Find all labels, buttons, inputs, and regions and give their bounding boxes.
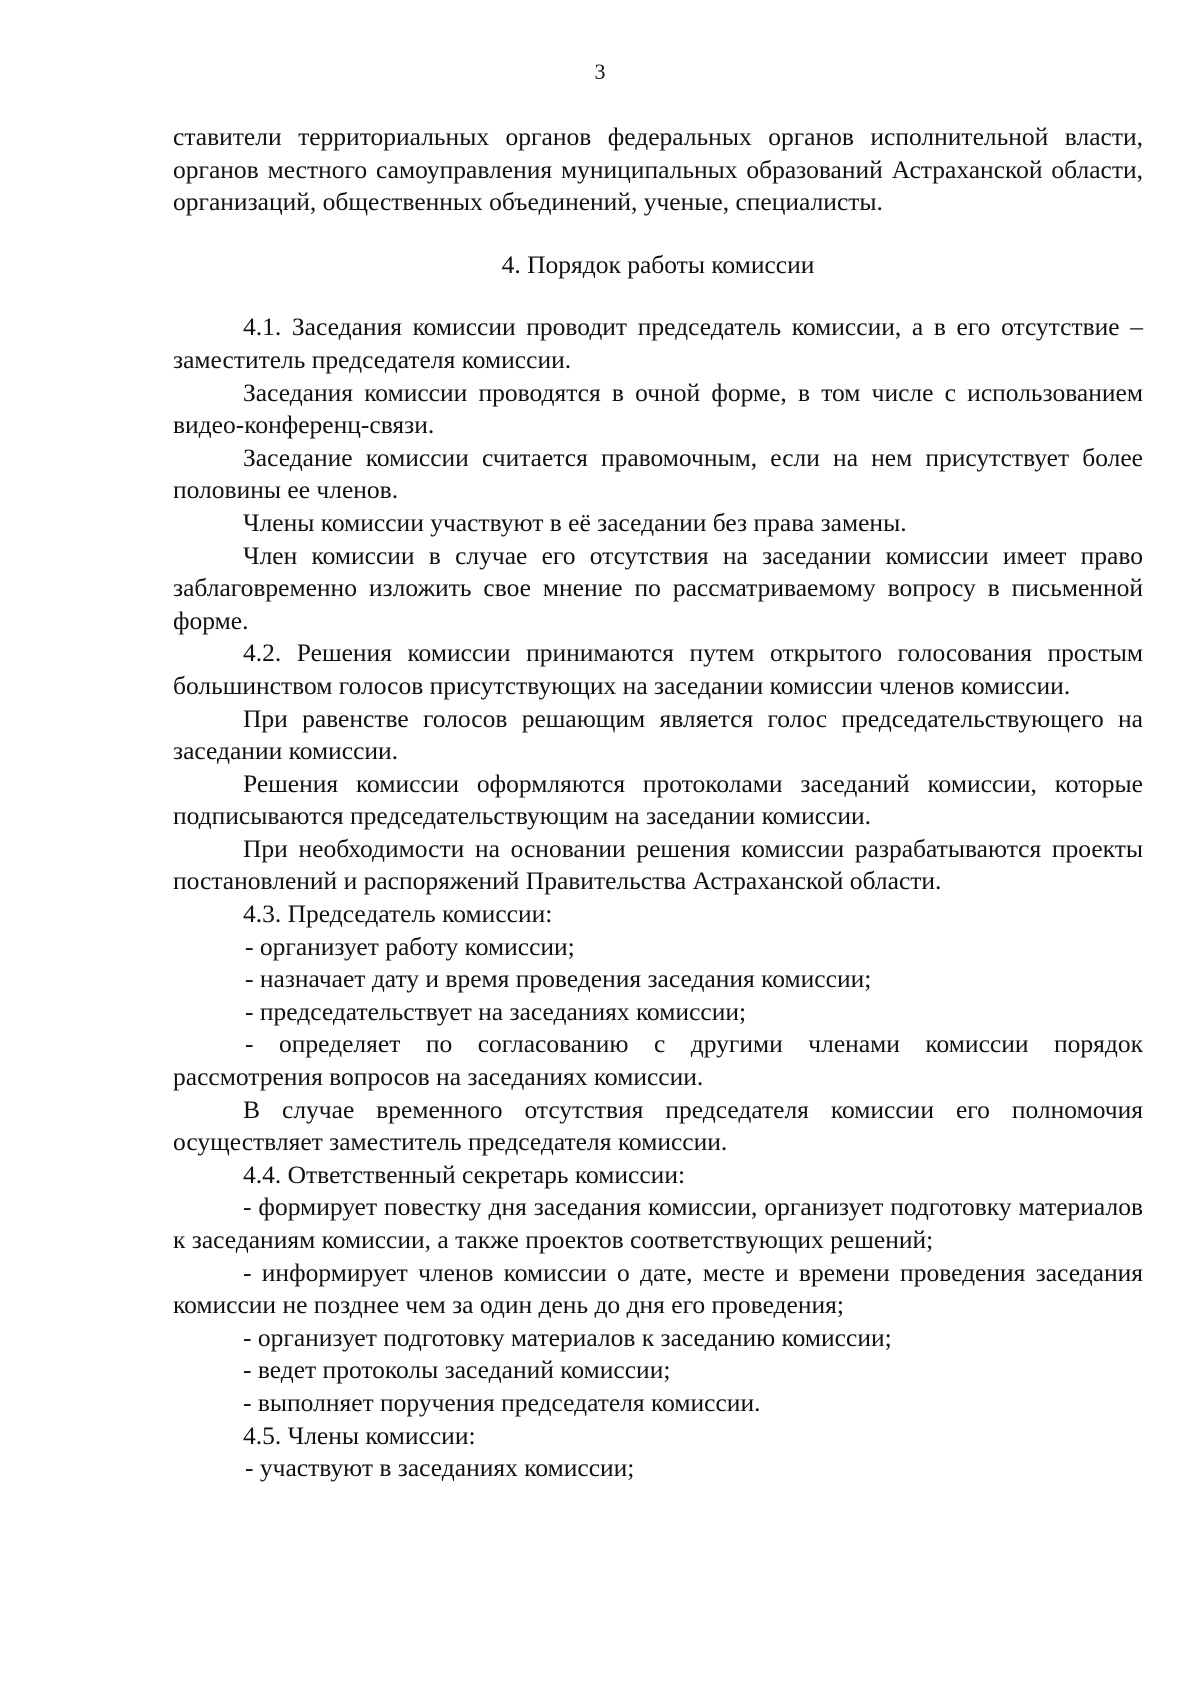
page-number: 3 (594, 59, 606, 84)
list-item: - организует подготовку материалов к заседанию комиссии; (243, 1322, 892, 1352)
paragraph: Член комиссии в случае его отсутствия на заседании комиссии имеет право заблаговременно изложить свое мнение по рассматриваемому вопросу в письменной форме. (173, 540, 1143, 635)
list-item: - организует работу комиссии; (245, 931, 575, 961)
list-item: - назначает дату и время проведения заседания комиссии; (245, 964, 872, 994)
paragraph: Решения комиссии оформляются протоколами заседаний комиссии, которые подписываются председательствующим на заседании комиссии. (173, 768, 1143, 831)
paragraph: При необходимости на основании решения комиссии разрабатываются проекты постановлений и распоряжений Правительства Астраханской области. (173, 833, 1143, 896)
paragraph: Заседания комиссии проводятся в очной форме, в том числе с использованием видео-конференц-связи. (173, 377, 1143, 440)
list-item: - участвуют в заседаниях комиссии; (245, 1453, 635, 1483)
section-heading: 4. Порядок работы комиссии (501, 249, 815, 279)
continuation-paragraph: ставители территориальных органов федеральных органов исполнительной власти, органов местного самоуправления муниципальных образований Астраханской области, организаций, общественных объединений, ученые, специалисты. (173, 122, 1143, 217)
list-item: - председательствует на заседаниях комиссии; (245, 996, 747, 1026)
paragraph-4-3: 4.3. Председатель комиссии: (243, 899, 553, 929)
list-item: - ведет протоколы заседаний комиссии; (243, 1355, 671, 1385)
paragraph: В случае временного отсутствия председателя комиссии его полномочия осуществляет заместитель председателя комиссии. (173, 1094, 1143, 1157)
paragraph-4-4: 4.4. Ответственный секретарь комиссии: (243, 1159, 686, 1189)
paragraph: При равенстве голосов решающим является голос председательствующего на заседании комиссии. (173, 703, 1143, 766)
paragraph: Заседание комиссии считается правомочным, если на нем присутствует более половины ее членов. (173, 442, 1143, 505)
list-item: - определяет по согласованию с другими членами комиссии порядок рассмотрения вопросов на заседаниях комиссии. (173, 1029, 1143, 1092)
paragraph: Члены комиссии участвуют в её заседании без права замены. (243, 507, 907, 537)
list-item: - информирует членов комиссии о дате, месте и времени проведения заседания комиссии не позднее чем за один день до дня его проведения; (173, 1257, 1143, 1320)
list-item: - выполняет поручения председателя комиссии. (243, 1387, 761, 1417)
paragraph-4-1: 4.1. Заседания комиссии проводит председатель комиссии, а в его отсутствие – заместитель председателя комиссии. (173, 312, 1143, 374)
paragraph-4-2: 4.2. Решения комиссии принимаются путем открытого голосования простым большинством голосов присутствующих на заседании комиссии членов комиссии. (173, 638, 1143, 700)
list-item: - формирует повестку дня заседания комиссии, организует подготовку материалов к заседаниям комиссии, а также проектов соответствующих решений; (173, 1192, 1143, 1254)
paragraph-4-5: 4.5. Члены комиссии: (243, 1420, 476, 1450)
document-body (173, 121, 1143, 1485)
